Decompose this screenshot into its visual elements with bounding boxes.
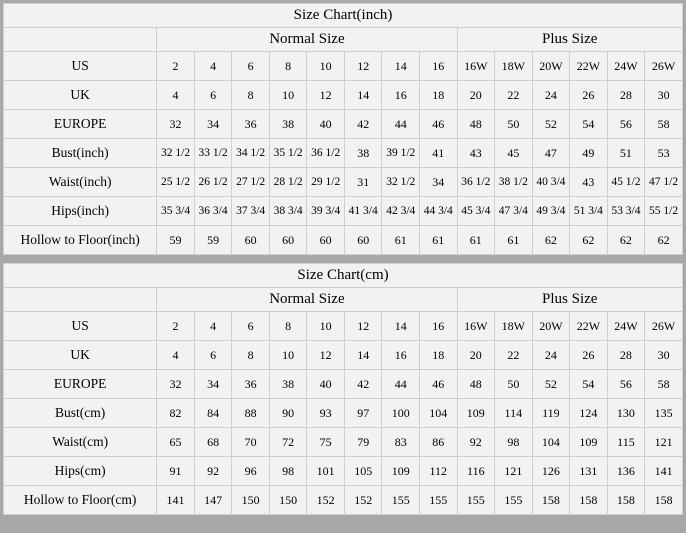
table-cell: 60 bbox=[344, 226, 382, 255]
table-cell: 124 bbox=[570, 399, 608, 428]
table-cell: 150 bbox=[232, 486, 270, 515]
table-cell: 33 1/2 bbox=[194, 139, 232, 168]
table-cell: 86 bbox=[420, 428, 458, 457]
table-cell: 4 bbox=[157, 341, 195, 370]
table-cell: 72 bbox=[269, 428, 307, 457]
table-cell: 8 bbox=[269, 312, 307, 341]
table-cell: 82 bbox=[157, 399, 195, 428]
table-cell: 61 bbox=[420, 226, 458, 255]
table-cell: 52 bbox=[532, 370, 570, 399]
table-row bbox=[4, 457, 683, 486]
table-cell: 104 bbox=[420, 399, 458, 428]
table-cell: 8 bbox=[269, 52, 307, 81]
table-cell: 65 bbox=[157, 428, 195, 457]
table-cell: 36 1/2 bbox=[307, 139, 345, 168]
table-cell: 62 bbox=[532, 226, 570, 255]
table-cell: 20 bbox=[457, 341, 495, 370]
table-cell: 14 bbox=[344, 341, 382, 370]
table-cell: 155 bbox=[457, 486, 495, 515]
table-cell: 42 bbox=[344, 110, 382, 139]
table-cell: 4 bbox=[194, 312, 232, 341]
table-row bbox=[4, 486, 683, 515]
table-cell: 41 3/4 bbox=[344, 197, 382, 226]
row-label: Hips(cm) bbox=[4, 457, 157, 486]
table-cell: 100 bbox=[382, 399, 420, 428]
size-chart-table bbox=[3, 263, 683, 515]
table-cell: 158 bbox=[570, 486, 608, 515]
table-cell: 2 bbox=[157, 52, 195, 81]
table-cell: 54 bbox=[570, 110, 608, 139]
table-cell: 2 bbox=[157, 312, 195, 341]
table-cell: 24 bbox=[532, 341, 570, 370]
table-cell: 16 bbox=[420, 312, 458, 341]
table-cell: 60 bbox=[232, 226, 270, 255]
table-row bbox=[4, 110, 683, 139]
table-cell: 135 bbox=[645, 399, 683, 428]
table-cell: 38 3/4 bbox=[269, 197, 307, 226]
table-cell: 49 3/4 bbox=[532, 197, 570, 226]
table-cell: 92 bbox=[194, 457, 232, 486]
table-cell: 44 3/4 bbox=[420, 197, 458, 226]
table-cell: 114 bbox=[495, 399, 533, 428]
table-cell: 40 bbox=[307, 110, 345, 139]
table-cell: 70 bbox=[232, 428, 270, 457]
table-cell: 90 bbox=[269, 399, 307, 428]
chart-group-row bbox=[4, 28, 683, 52]
table-cell: 98 bbox=[495, 428, 533, 457]
row-label: Hollow to Floor(cm) bbox=[4, 486, 157, 515]
table-cell: 26 bbox=[570, 81, 608, 110]
table-row bbox=[4, 399, 683, 428]
table-row bbox=[4, 139, 683, 168]
table-cell: 10 bbox=[269, 81, 307, 110]
table-cell: 20 bbox=[457, 81, 495, 110]
table-cell: 28 bbox=[607, 341, 645, 370]
table-cell: 119 bbox=[532, 399, 570, 428]
table-cell: 98 bbox=[269, 457, 307, 486]
table-cell: 155 bbox=[495, 486, 533, 515]
row-label: Hips(inch) bbox=[4, 197, 157, 226]
table-cell: 68 bbox=[194, 428, 232, 457]
table-cell: 62 bbox=[607, 226, 645, 255]
table-row bbox=[4, 370, 683, 399]
table-cell: 32 bbox=[157, 110, 195, 139]
size-group-header: Plus Size bbox=[457, 288, 682, 312]
table-cell: 115 bbox=[607, 428, 645, 457]
table-cell: 8 bbox=[232, 81, 270, 110]
table-cell: 29 1/2 bbox=[307, 168, 345, 197]
table-row bbox=[4, 312, 683, 341]
table-cell: 126 bbox=[532, 457, 570, 486]
table-cell: 155 bbox=[382, 486, 420, 515]
table-cell: 34 bbox=[420, 168, 458, 197]
table-cell: 22 bbox=[495, 81, 533, 110]
chart-title-row bbox=[4, 4, 683, 28]
table-cell: 152 bbox=[307, 486, 345, 515]
table-cell: 34 1/2 bbox=[232, 139, 270, 168]
table-cell: 104 bbox=[532, 428, 570, 457]
table-cell: 42 3/4 bbox=[382, 197, 420, 226]
table-cell: 30 bbox=[645, 81, 683, 110]
table-cell: 4 bbox=[157, 81, 195, 110]
table-cell: 62 bbox=[645, 226, 683, 255]
table-cell: 52 bbox=[532, 110, 570, 139]
table-cell: 84 bbox=[194, 399, 232, 428]
table-cell: 141 bbox=[645, 457, 683, 486]
table-row bbox=[4, 81, 683, 110]
table-cell: 109 bbox=[382, 457, 420, 486]
table-cell: 54 bbox=[570, 370, 608, 399]
table-cell: 61 bbox=[382, 226, 420, 255]
table-cell: 40 3/4 bbox=[532, 168, 570, 197]
table-cell: 22W bbox=[570, 312, 608, 341]
table-cell: 46 bbox=[420, 110, 458, 139]
table-cell: 150 bbox=[269, 486, 307, 515]
table-cell: 32 1/2 bbox=[382, 168, 420, 197]
table-cell: 47 bbox=[532, 139, 570, 168]
table-cell: 16W bbox=[457, 312, 495, 341]
table-cell: 35 3/4 bbox=[157, 197, 195, 226]
table-cell: 158 bbox=[607, 486, 645, 515]
table-cell: 24W bbox=[607, 312, 645, 341]
table-cell: 10 bbox=[269, 341, 307, 370]
table-cell: 58 bbox=[645, 370, 683, 399]
table-cell: 39 1/2 bbox=[382, 139, 420, 168]
table-cell: 45 1/2 bbox=[607, 168, 645, 197]
table-cell: 93 bbox=[307, 399, 345, 428]
table-cell: 136 bbox=[607, 457, 645, 486]
row-label: Waist(cm) bbox=[4, 428, 157, 457]
table-cell: 38 bbox=[269, 370, 307, 399]
table-cell: 39 3/4 bbox=[307, 197, 345, 226]
table-cell: 12 bbox=[307, 81, 345, 110]
size-group-header: Normal Size bbox=[157, 288, 457, 312]
table-row bbox=[4, 428, 683, 457]
table-cell: 28 1/2 bbox=[269, 168, 307, 197]
table-cell: 83 bbox=[382, 428, 420, 457]
table-cell: 92 bbox=[457, 428, 495, 457]
size-chart-table bbox=[3, 3, 683, 255]
table-cell: 38 bbox=[269, 110, 307, 139]
table-cell: 34 bbox=[194, 370, 232, 399]
chart-title-row bbox=[4, 264, 683, 288]
table-cell: 53 3/4 bbox=[607, 197, 645, 226]
table-cell: 26W bbox=[645, 312, 683, 341]
row-label: Hollow to Floor(inch) bbox=[4, 226, 157, 255]
table-cell: 130 bbox=[607, 399, 645, 428]
table-cell: 38 bbox=[344, 139, 382, 168]
row-label: EUROPE bbox=[4, 370, 157, 399]
table-cell: 61 bbox=[457, 226, 495, 255]
table-cell: 45 3/4 bbox=[457, 197, 495, 226]
table-cell: 50 bbox=[495, 110, 533, 139]
row-label: Bust(inch) bbox=[4, 139, 157, 168]
table-cell: 51 3/4 bbox=[570, 197, 608, 226]
table-cell: 109 bbox=[457, 399, 495, 428]
size-chart-cm bbox=[3, 263, 683, 515]
table-cell: 131 bbox=[570, 457, 608, 486]
table-cell: 61 bbox=[495, 226, 533, 255]
chart-title: Size Chart(inch) bbox=[4, 4, 683, 28]
table-cell: 20W bbox=[532, 312, 570, 341]
table-cell: 24 bbox=[532, 81, 570, 110]
table-cell: 62 bbox=[570, 226, 608, 255]
table-cell: 116 bbox=[457, 457, 495, 486]
table-cell: 6 bbox=[194, 341, 232, 370]
table-cell: 26W bbox=[645, 52, 683, 81]
table-cell: 41 bbox=[420, 139, 458, 168]
table-cell: 40 bbox=[307, 370, 345, 399]
table-cell: 45 bbox=[495, 139, 533, 168]
size-chart-inch bbox=[3, 3, 683, 255]
table-cell: 22W bbox=[570, 52, 608, 81]
table-cell: 47 3/4 bbox=[495, 197, 533, 226]
table-cell: 36 bbox=[232, 110, 270, 139]
table-cell: 32 bbox=[157, 370, 195, 399]
table-row bbox=[4, 168, 683, 197]
table-cell: 18 bbox=[420, 341, 458, 370]
table-cell: 43 bbox=[570, 168, 608, 197]
table-cell: 59 bbox=[157, 226, 195, 255]
table-cell: 42 bbox=[344, 370, 382, 399]
table-cell: 37 3/4 bbox=[232, 197, 270, 226]
table-cell: 53 bbox=[645, 139, 683, 168]
table-cell: 91 bbox=[157, 457, 195, 486]
table-cell: 59 bbox=[194, 226, 232, 255]
table-cell: 96 bbox=[232, 457, 270, 486]
row-label: US bbox=[4, 52, 157, 81]
table-cell: 121 bbox=[645, 428, 683, 457]
table-cell: 56 bbox=[607, 110, 645, 139]
table-cell: 4 bbox=[194, 52, 232, 81]
table-cell: 44 bbox=[382, 370, 420, 399]
table-cell: 152 bbox=[344, 486, 382, 515]
table-cell: 26 bbox=[570, 341, 608, 370]
table-cell: 24W bbox=[607, 52, 645, 81]
chart-title: Size Chart(cm) bbox=[4, 264, 683, 288]
table-cell: 105 bbox=[344, 457, 382, 486]
table-cell: 27 1/2 bbox=[232, 168, 270, 197]
table-cell: 55 1/2 bbox=[645, 197, 683, 226]
table-cell: 49 bbox=[570, 139, 608, 168]
table-cell: 121 bbox=[495, 457, 533, 486]
table-cell: 12 bbox=[344, 312, 382, 341]
row-label: EUROPE bbox=[4, 110, 157, 139]
table-cell: 14 bbox=[344, 81, 382, 110]
group-row-spacer bbox=[4, 288, 157, 312]
table-cell: 16 bbox=[382, 341, 420, 370]
table-cell: 16 bbox=[382, 81, 420, 110]
table-cell: 18W bbox=[495, 312, 533, 341]
table-cell: 158 bbox=[645, 486, 683, 515]
table-cell: 58 bbox=[645, 110, 683, 139]
row-label: US bbox=[4, 312, 157, 341]
table-cell: 30 bbox=[645, 341, 683, 370]
size-group-header: Normal Size bbox=[157, 28, 457, 52]
table-cell: 43 bbox=[457, 139, 495, 168]
table-cell: 79 bbox=[344, 428, 382, 457]
table-cell: 36 3/4 bbox=[194, 197, 232, 226]
table-cell: 44 bbox=[382, 110, 420, 139]
row-label: Bust(cm) bbox=[4, 399, 157, 428]
table-cell: 88 bbox=[232, 399, 270, 428]
table-cell: 48 bbox=[457, 370, 495, 399]
table-cell: 38 1/2 bbox=[495, 168, 533, 197]
row-label: UK bbox=[4, 81, 157, 110]
table-cell: 60 bbox=[307, 226, 345, 255]
table-cell: 48 bbox=[457, 110, 495, 139]
row-label: UK bbox=[4, 341, 157, 370]
size-group-header: Plus Size bbox=[457, 28, 682, 52]
table-cell: 18 bbox=[420, 81, 458, 110]
table-cell: 34 bbox=[194, 110, 232, 139]
table-cell: 6 bbox=[232, 52, 270, 81]
table-cell: 75 bbox=[307, 428, 345, 457]
table-cell: 18W bbox=[495, 52, 533, 81]
table-row bbox=[4, 197, 683, 226]
table-cell: 16W bbox=[457, 52, 495, 81]
table-cell: 47 1/2 bbox=[645, 168, 683, 197]
table-cell: 158 bbox=[532, 486, 570, 515]
table-cell: 109 bbox=[570, 428, 608, 457]
table-cell: 101 bbox=[307, 457, 345, 486]
size-charts-container bbox=[0, 3, 686, 515]
table-cell: 8 bbox=[232, 341, 270, 370]
table-cell: 141 bbox=[157, 486, 195, 515]
table-cell: 147 bbox=[194, 486, 232, 515]
table-cell: 97 bbox=[344, 399, 382, 428]
table-cell: 16 bbox=[420, 52, 458, 81]
table-cell: 56 bbox=[607, 370, 645, 399]
table-cell: 25 1/2 bbox=[157, 168, 195, 197]
table-cell: 10 bbox=[307, 312, 345, 341]
table-cell: 46 bbox=[420, 370, 458, 399]
table-cell: 14 bbox=[382, 312, 420, 341]
table-cell: 155 bbox=[420, 486, 458, 515]
table-cell: 26 1/2 bbox=[194, 168, 232, 197]
table-cell: 20W bbox=[532, 52, 570, 81]
table-cell: 12 bbox=[344, 52, 382, 81]
table-row bbox=[4, 341, 683, 370]
table-cell: 50 bbox=[495, 370, 533, 399]
table-row bbox=[4, 52, 683, 81]
table-cell: 6 bbox=[194, 81, 232, 110]
table-cell: 14 bbox=[382, 52, 420, 81]
table-cell: 22 bbox=[495, 341, 533, 370]
table-cell: 60 bbox=[269, 226, 307, 255]
table-cell: 36 bbox=[232, 370, 270, 399]
table-cell: 12 bbox=[307, 341, 345, 370]
table-cell: 10 bbox=[307, 52, 345, 81]
table-cell: 6 bbox=[232, 312, 270, 341]
table-cell: 35 1/2 bbox=[269, 139, 307, 168]
table-cell: 112 bbox=[420, 457, 458, 486]
table-row bbox=[4, 226, 683, 255]
table-cell: 32 1/2 bbox=[157, 139, 195, 168]
table-cell: 31 bbox=[344, 168, 382, 197]
group-row-spacer bbox=[4, 28, 157, 52]
table-cell: 51 bbox=[607, 139, 645, 168]
table-cell: 28 bbox=[607, 81, 645, 110]
row-label: Waist(inch) bbox=[4, 168, 157, 197]
table-cell: 36 1/2 bbox=[457, 168, 495, 197]
chart-group-row bbox=[4, 288, 683, 312]
